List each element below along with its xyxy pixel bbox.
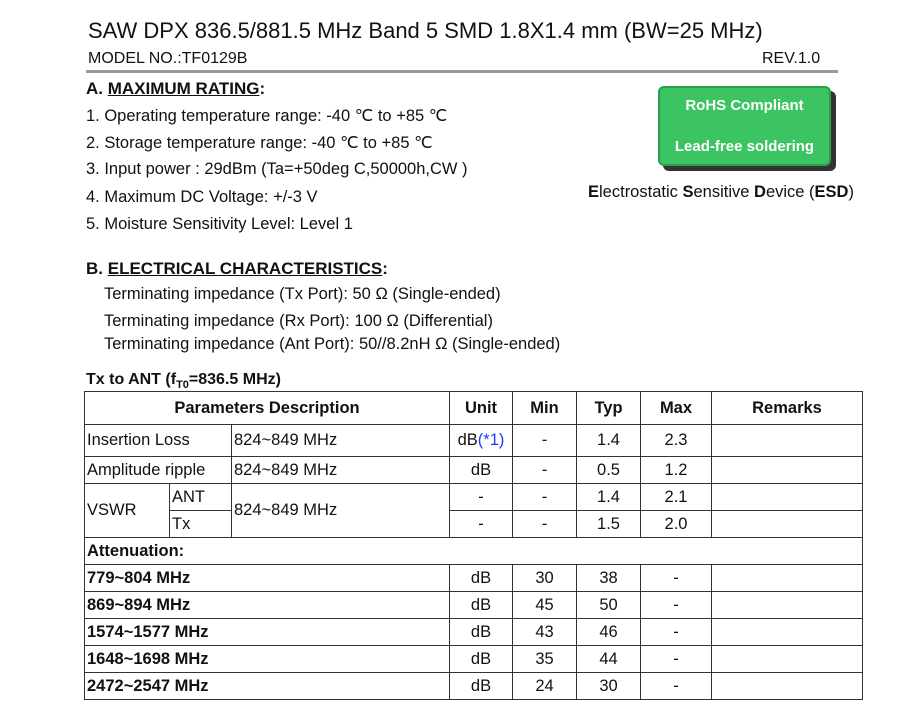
min-cell: 43 <box>513 619 577 646</box>
section-b-heading <box>86 259 388 279</box>
spec-table <box>84 391 863 700</box>
min-cell: - <box>513 511 577 538</box>
max-cell: - <box>641 592 712 619</box>
max-cell: 2.3 <box>641 425 712 457</box>
section-b-suffix: : <box>382 259 388 278</box>
unit-cell: dB <box>450 673 513 700</box>
min-cell: 45 <box>513 592 577 619</box>
esd-label <box>588 183 854 202</box>
unit-cell: - <box>450 484 513 511</box>
port-label: Tx <box>170 511 232 538</box>
header-rule <box>86 70 838 73</box>
min-cell: - <box>513 457 577 484</box>
max-cell: - <box>641 673 712 700</box>
table-row <box>85 619 863 646</box>
max-cell: 2.0 <box>641 511 712 538</box>
unit-cell: - <box>450 511 513 538</box>
table-header-row <box>85 392 863 425</box>
header-typ: Typ <box>577 392 641 425</box>
typ-cell: 30 <box>577 673 641 700</box>
param-name: Amplitude ripple <box>85 457 232 484</box>
table-title-subscript: T0 <box>176 379 189 392</box>
section-a-title: MAXIMUM RATING <box>107 79 260 98</box>
typ-cell: 1.4 <box>577 484 641 511</box>
typ-cell: 38 <box>577 565 641 592</box>
typ-cell: 50 <box>577 592 641 619</box>
table-row <box>85 646 863 673</box>
remarks-cell <box>712 673 863 700</box>
header-unit: Unit <box>450 392 513 425</box>
esd-text: ensitive <box>693 183 755 201</box>
port-label: ANT <box>170 484 232 511</box>
impedance-item: Terminating impedance (Ant Port): 50//8.2nH Ω (Single-ended) <box>104 335 561 353</box>
esd-text: ) <box>848 183 854 201</box>
param-name: Insertion Loss <box>85 425 232 457</box>
table-row <box>85 511 863 538</box>
unit-cell: dB <box>450 619 513 646</box>
header-max: Max <box>641 392 712 425</box>
table-row <box>85 484 863 511</box>
table-row <box>85 673 863 700</box>
param-name: VSWR <box>85 484 170 538</box>
rohs-badge-line1: RoHS Compliant <box>685 97 804 114</box>
unit-cell <box>450 425 513 457</box>
section-b-title: ELECTRICAL CHARACTERISTICS <box>107 259 383 278</box>
remarks-cell <box>712 511 863 538</box>
min-cell: 24 <box>513 673 577 700</box>
impedance-item: Terminating impedance (Rx Port): 100 Ω (Differential) <box>104 312 493 330</box>
table-row <box>85 592 863 619</box>
esd-text: lectrostatic <box>599 183 683 201</box>
freq-range: 824~849 MHz <box>232 425 450 457</box>
section-b-prefix: B. <box>86 259 108 278</box>
esd-abbrev: ESD <box>814 183 849 201</box>
remarks-cell <box>712 646 863 673</box>
table-title-part: Tx to ANT (f <box>86 371 177 388</box>
impedance-item: Terminating impedance (Tx Port): 50 Ω (Single-ended) <box>104 285 501 303</box>
remarks-cell <box>712 457 863 484</box>
model-number: MODEL NO.:TF0129B <box>88 50 248 67</box>
freq-range: 1574~1577 MHz <box>85 619 450 646</box>
min-cell: - <box>513 425 577 457</box>
max-cell: - <box>641 646 712 673</box>
typ-cell: 1.4 <box>577 425 641 457</box>
max-cell: 1.2 <box>641 457 712 484</box>
esd-text: evice ( <box>765 183 815 201</box>
footnote-ref: (*1) <box>477 431 505 449</box>
rohs-badge <box>658 86 831 166</box>
remarks-cell <box>712 619 863 646</box>
remarks-cell <box>712 484 863 511</box>
remarks-cell <box>712 592 863 619</box>
max-cell: - <box>641 565 712 592</box>
freq-range: 1648~1698 MHz <box>85 646 450 673</box>
rating-item: 2. Storage temperature range: -40 ℃ to +85 ℃ <box>86 134 433 152</box>
rohs-badge-line2: Lead-free soldering <box>674 138 815 155</box>
header-remarks: Remarks <box>712 392 863 425</box>
esd-d: D <box>754 183 766 201</box>
typ-cell: 0.5 <box>577 457 641 484</box>
table-row <box>85 425 863 457</box>
section-a-prefix: A. <box>86 79 108 98</box>
typ-cell: 46 <box>577 619 641 646</box>
typ-cell: 1.5 <box>577 511 641 538</box>
typ-cell: 44 <box>577 646 641 673</box>
table-row <box>85 565 863 592</box>
rating-item: 4. Maximum DC Voltage: +/-3 V <box>86 188 318 206</box>
header-parameters: Parameters Description <box>85 392 450 425</box>
section-a-suffix: : <box>259 79 266 98</box>
revision: REV.1.0 <box>762 50 821 67</box>
remarks-cell <box>712 425 863 457</box>
unit-cell: dB <box>450 457 513 484</box>
table-title <box>86 371 281 391</box>
min-cell: 35 <box>513 646 577 673</box>
attenuation-label: Attenuation: <box>85 538 863 565</box>
freq-range: 2472~2547 MHz <box>85 673 450 700</box>
unit-cell: dB <box>450 592 513 619</box>
rating-item: 3. Input power : 29dBm (Ta=+50deg C,50000h,CW ) <box>86 160 468 178</box>
unit-cell: dB <box>450 565 513 592</box>
unit-cell: dB <box>450 646 513 673</box>
document-title: SAW DPX 836.5/881.5 MHz Band 5 SMD 1.8X1.4 mm (BW=25 MHz) <box>88 18 763 43</box>
table-title-part: =836.5 MHz) <box>188 371 281 388</box>
esd-s: S <box>682 183 694 201</box>
max-cell: 2.1 <box>641 484 712 511</box>
freq-range: 824~849 MHz <box>232 457 450 484</box>
freq-range: 824~849 MHz <box>232 484 450 538</box>
max-cell: - <box>641 619 712 646</box>
min-cell: - <box>513 484 577 511</box>
rating-item: 1. Operating temperature range: -40 ℃ to +85 ℃ <box>86 107 448 125</box>
freq-range: 869~894 MHz <box>85 592 450 619</box>
esd-e: E <box>588 183 600 201</box>
unit-text: dB <box>457 431 478 449</box>
table-row <box>85 457 863 484</box>
table-row <box>85 538 863 565</box>
freq-range: 779~804 MHz <box>85 565 450 592</box>
header-min: Min <box>513 392 577 425</box>
rating-item: 5. Moisture Sensitivity Level: Level 1 <box>86 215 353 233</box>
min-cell: 30 <box>513 565 577 592</box>
remarks-cell <box>712 565 863 592</box>
section-a-heading <box>86 79 265 99</box>
